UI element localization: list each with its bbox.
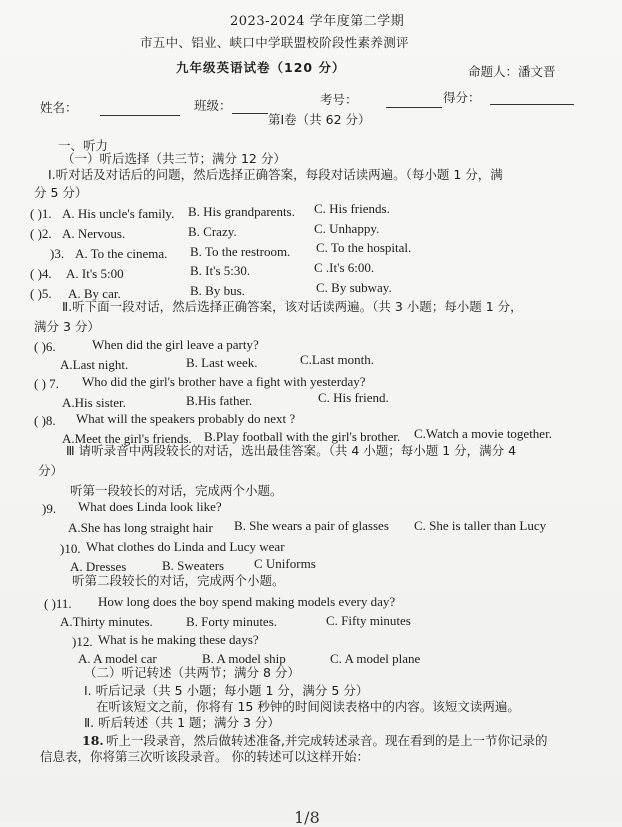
q6-option-a: A.Last night. [60,357,129,372]
q8-option-a: A.Meet the girl's friends. [62,431,192,446]
number-field-line[interactable] [386,95,442,112]
q7-option-b: B.His father. [186,393,253,408]
dialog2-instruction: 听第二段较长的对话，完成两个小题。 [72,573,285,588]
q18-number: 18. [82,733,104,748]
q10-option-c: C Uniforms [254,556,316,571]
q8-option-c: C.Watch a movie together. [414,426,552,441]
q5-option-c: C. By subway. [316,280,392,295]
q9-question: What does Linda look like? [78,499,222,514]
q1-option-b: B. His grandparents. [188,204,295,219]
score-field-label: 得分： [443,90,481,105]
q8-question: What will the speakers probably do next ? [76,411,296,426]
q6-option-c: C.Last month. [300,352,375,367]
q18-instruction-cont: 信息表，你将第三次听该段录音。 你的转述可以这样开始： [40,749,369,764]
q11-number: ( )11. [44,596,72,611]
school-line: 市五中、铝业、峡口中学联盟校阶段性素养测评 [140,35,409,50]
q2-option-c: C. Unhappy. [314,221,380,236]
q2-option-b: B. Crazy. [188,224,237,239]
part2-i-heading: Ⅰ. 听后记录（共 5 小题；每小题 1 分，满分 5 分） [84,683,369,698]
name-field-line[interactable] [100,103,180,120]
score-field-line[interactable] [490,92,574,109]
q10-number: )10. [60,541,81,556]
q10-option-a: A. Dresses [70,559,127,574]
q12-question: What is he making these days? [98,632,259,647]
q3-option-a: A. To the cinema. [75,246,168,261]
q2-option-a: A. Nervous. [62,226,126,241]
part1-i-instruction-cont: 分 5 分） [34,185,88,200]
q11-option-c: C. Fifty minutes [326,613,411,628]
author-label: 命题人：潘文晋 [468,64,556,79]
q6-option-b: B. Last week. [186,355,258,370]
q12-number: )12. [72,634,93,649]
q18-instruction: 听上一段录音，然后做转述准备,并完成转述录音。现在看到的是上一节你记录的 [106,733,548,748]
q7-question: Who did the girl's brother have a fight with yesterday? [82,374,366,389]
q9-option-a: A.She has long straight hair [68,520,213,535]
q5-number: ( )5. [30,286,52,301]
part1-iii-instruction: Ⅲ 请听录音中两段较长的对话，选出最佳答案。（共 4 小题；每小题 1 分，满分 4 [66,443,517,458]
q10-question: What clothes do Linda and Lucy wear [86,539,285,554]
class-field-label: 班级： [194,98,232,113]
exam-title: 九年级英语试卷（120 分） [176,60,346,75]
q7-option-a: A.His sister. [62,395,126,410]
q4-option-c: C .It's 6:00. [314,260,375,275]
q12-option-a: A. A model car [78,651,157,666]
q6-question: When did the girl leave a party? [92,337,259,352]
q4-option-b: B. It's 5:30. [190,263,251,278]
part2-ii-heading: Ⅱ. 听后转述（共 1 题；满分 3 分） [84,715,280,730]
q7-option-c: C. His friend. [318,390,389,405]
q9-option-c: C. She is taller than Lucy [414,518,547,533]
q3-number: )3. [50,246,65,261]
part1-ii-instruction: Ⅱ.听下面一段对话，然后选择正确答案，该对话读两遍。（共 3 小题；每小题 1 分， [62,299,523,314]
term-line: 2023-2024 学年度第二学期 [230,14,405,29]
volume-label: 第Ⅰ卷（共 62 分） [268,112,371,127]
name-field-label: 姓名： [40,100,78,115]
q1-option-c: C. His friends. [314,201,390,216]
class-field-line[interactable] [232,101,268,118]
q1-number: ( )1. [30,206,52,221]
number-field-label: 考号： [320,92,358,107]
q9-option-b: B. She wears a pair of glasses [234,518,389,533]
q11-option-a: A.Thirty minutes. [60,614,153,629]
q4-number: ( )4. [30,266,52,281]
q8-option-b: B.Play football with the girl's brother. [204,429,401,444]
q5-option-a: A. By car. [68,286,121,301]
part1-i-instruction: Ⅰ.听对话及对话后的问题，然后选择正确答案，每段对话读两遍。（每小题 1 分，满 [48,167,503,182]
part1-ii-instruction-cont: 满分 3 分） [34,319,100,334]
q1-option-a: A. His uncle's family. [62,206,175,221]
q10-option-b: B. Sweaters [162,558,225,573]
part2-heading: （二）听记转述（共两节；满分 8 分） [84,665,300,680]
q4-option-a: A. It's 5:00 [66,266,124,281]
part1-heading: （一）听后选择（共三节；满分 12 分） [62,151,286,166]
q12-option-c: C. A model plane [330,651,421,666]
part1-iii-instruction-cont: 分） [38,463,64,478]
q7-number: ( ) 7. [34,376,59,391]
q2-number: ( )2. [30,226,52,241]
q11-question: How long does the boy spend making models every day? [98,594,396,609]
q3-option-c: C. To the hospital. [316,240,412,255]
q9-number: )9. [42,501,57,516]
q12-option-b: B. A model ship [202,651,286,666]
section-listening: 一、听力 [58,138,109,153]
q11-option-b: B. Forty minutes. [186,614,278,629]
dialog1-instruction: 听第一段较长的对话，完成两个小题。 [70,483,283,498]
q8-number: ( )8. [34,413,56,428]
q5-option-b: B. By bus. [190,283,245,298]
q6-number: ( )6. [34,339,56,354]
q3-option-b: B. To the restroom. [190,244,291,259]
part2-i-note: 在听该短文之前，你将有 15 秒钟的时间阅读表格中的内容。该短文读两遍。 [96,699,520,714]
page-number: 1/8 [294,808,320,827]
